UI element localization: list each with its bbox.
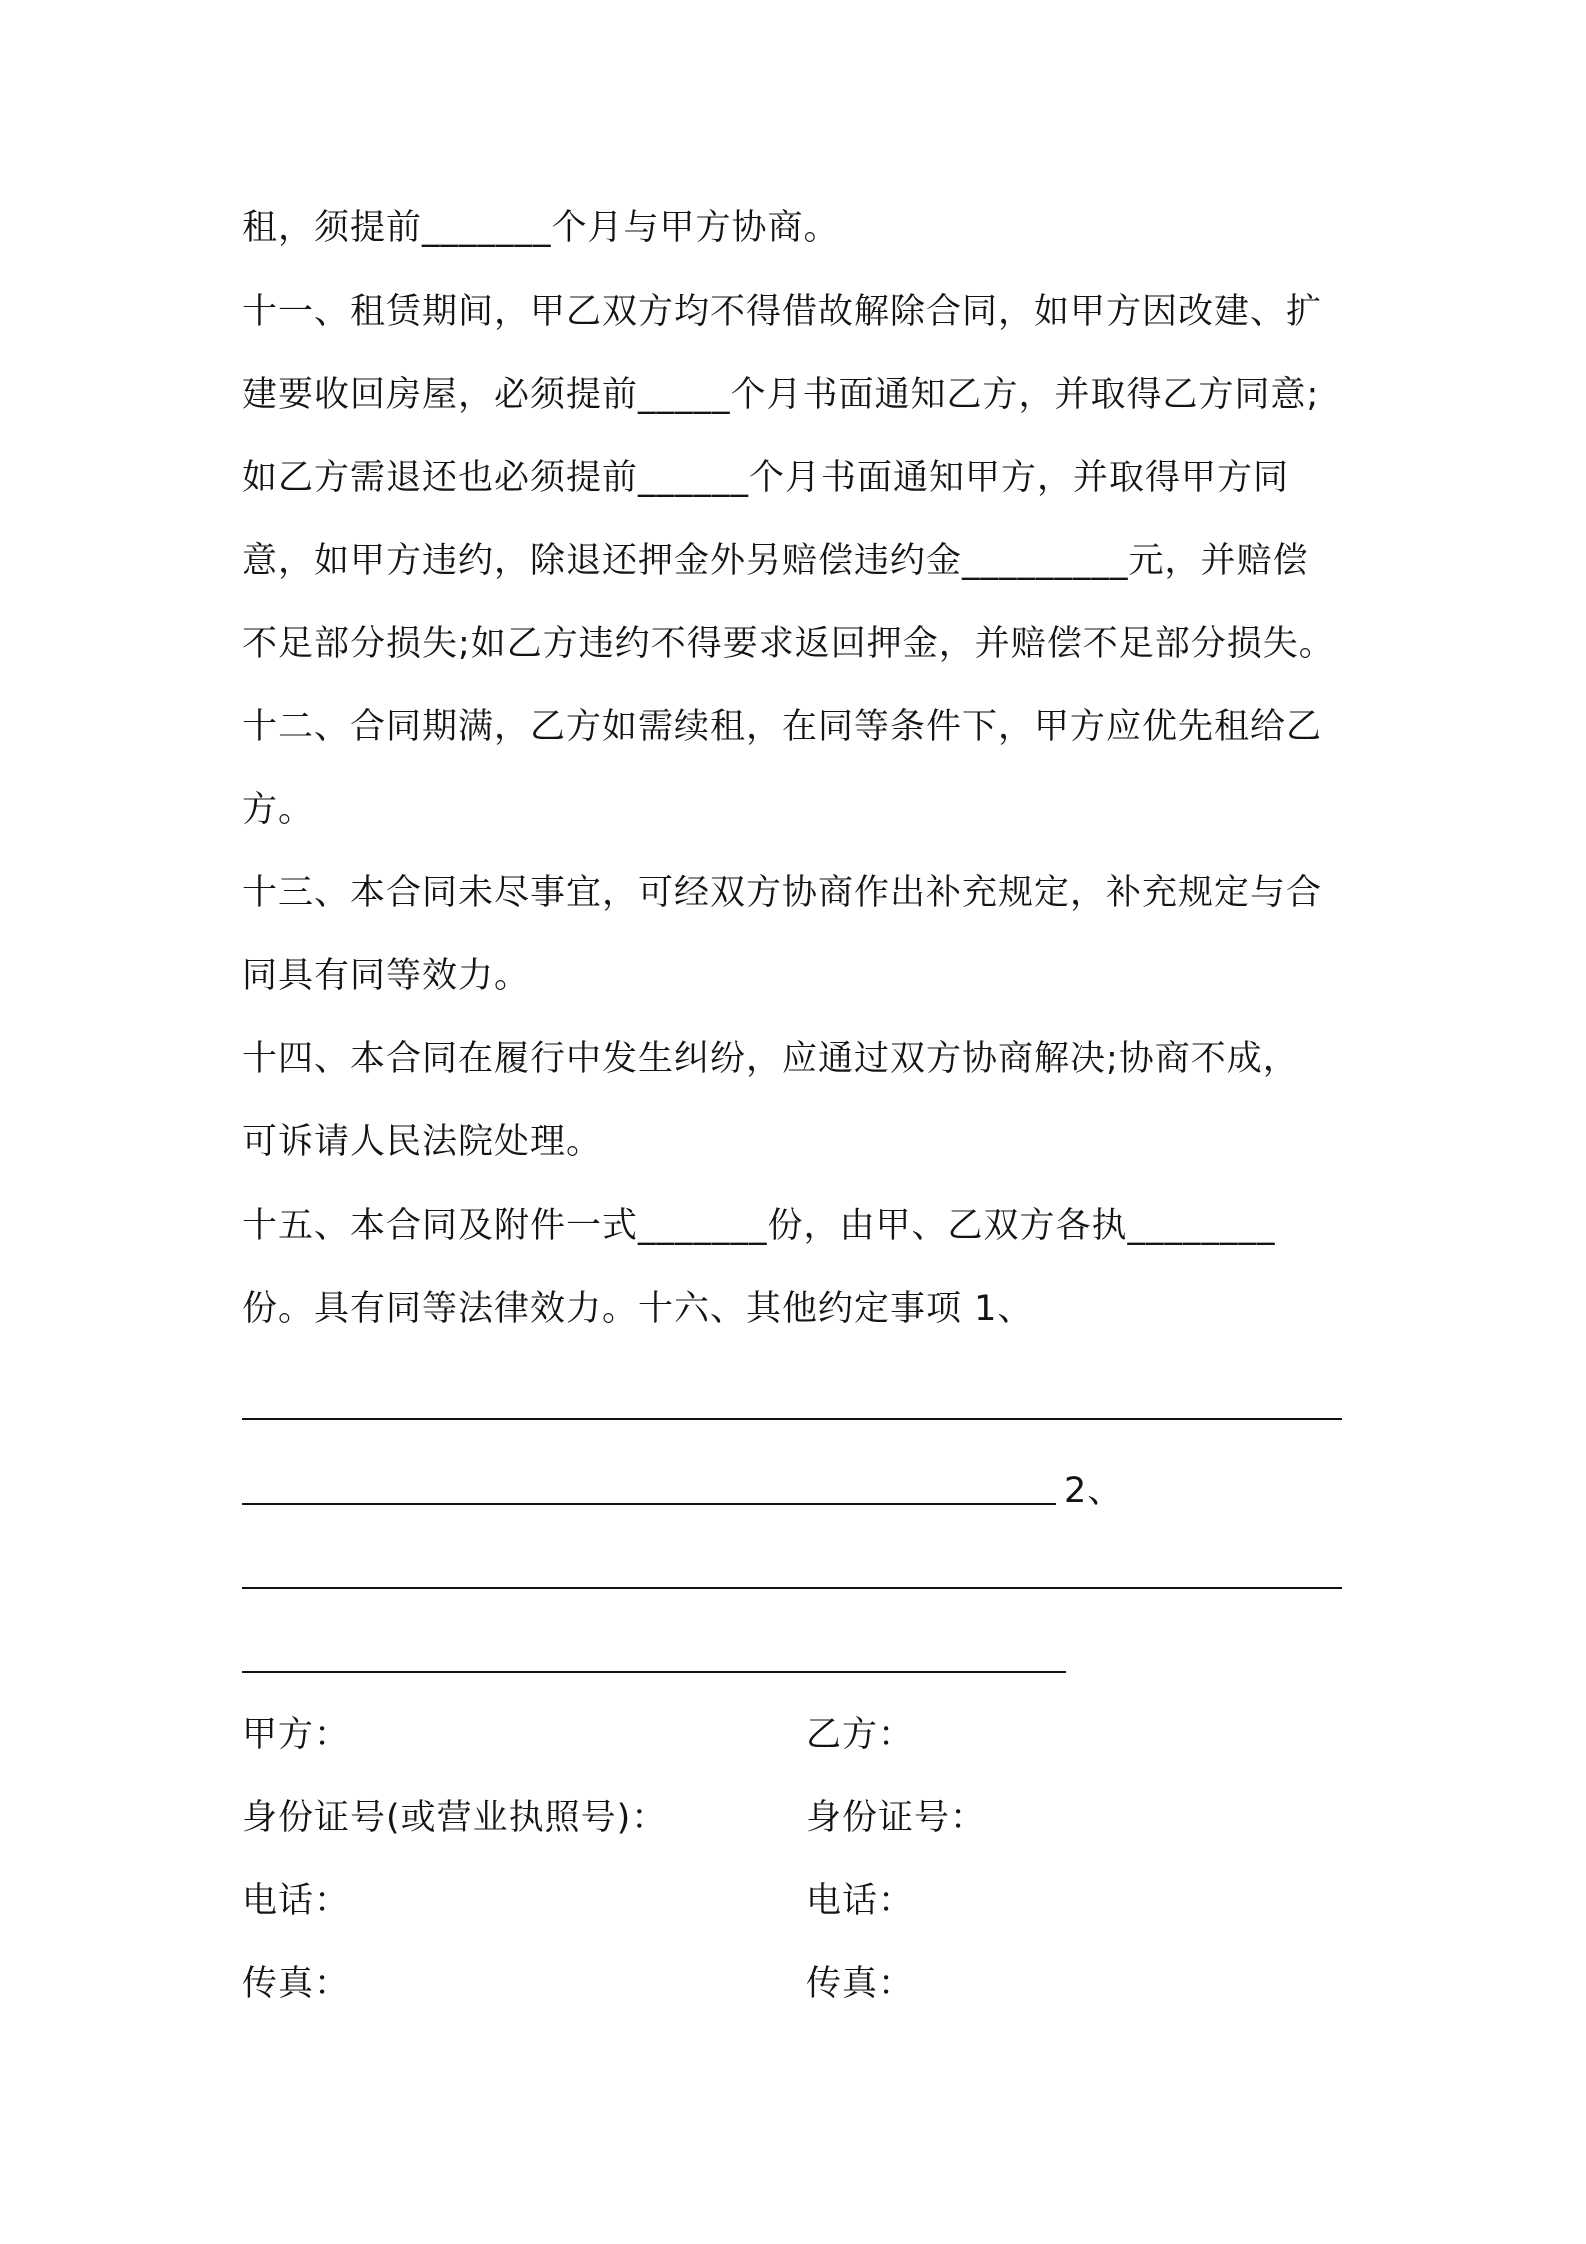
party-a-id-label: 身份证号(或营业执照号)： <box>242 1798 668 1838</box>
clause-eleven-line-3: 如乙方需退还也必须提前______个月书面通知甲方，并取得甲方同 <box>242 458 1290 498</box>
party-b-label: 乙方： <box>806 1715 915 1755</box>
party-a-phone-label: 电话： <box>242 1881 351 1921</box>
party-a-label: 甲方： <box>242 1715 351 1755</box>
clause-eleven-line-4: 意，如甲方违约，除退还押金外另赔偿违约金_________元，并赔偿 <box>242 541 1309 581</box>
clause-fifteen-line-2: 份。具有同等法律效力。十六、其他约定事项 1、 <box>242 1289 1034 1329</box>
clause-thirteen-line-1: 十三、本合同未尽事宜，可经双方协商作出补充规定，补充规定与合 <box>242 873 1323 913</box>
clause-ten-continuation: 租，须提前_______个月与甲方协商。 <box>242 208 840 248</box>
clause-fourteen-line-1: 十四、本合同在履行中发生纠纷，应通过双方协商解决;协商不成， <box>242 1039 1299 1079</box>
clause-twelve-line-2: 方。 <box>242 790 315 830</box>
clause-eleven-line-2: 建要收回房屋，必须提前_____个月书面通知乙方，并取得乙方同意; <box>242 375 1320 415</box>
party-b-id-label: 身份证号： <box>806 1798 987 1838</box>
party-a-fax-label: 传真： <box>242 1964 351 2004</box>
blank-line-item-2b <box>242 1671 1066 1673</box>
clause-twelve-line-1: 十二、合同期满，乙方如需续租，在同等条件下，甲方应优先租给乙 <box>242 707 1323 747</box>
blank-line-item-1a <box>242 1418 1342 1420</box>
clause-fifteen-line-1: 十五、本合同及附件一式_______份，由甲、乙双方各执________ <box>242 1206 1276 1246</box>
party-b-phone-label: 电话： <box>806 1881 915 1921</box>
blank-line-item-1b <box>242 1503 1056 1505</box>
blank-line-item-2a <box>242 1587 1342 1589</box>
clause-fourteen-line-2: 可诉请人民法院处理。 <box>242 1122 603 1162</box>
clause-eleven-line-5: 不足部分损失;如乙方违约不得要求返回押金，并赔偿不足部分损失。 <box>242 624 1335 664</box>
item-two-label: 2、 <box>1064 1471 1124 1511</box>
party-b-fax-label: 传真： <box>806 1964 915 2004</box>
clause-thirteen-line-2: 同具有同等效力。 <box>242 956 531 996</box>
clause-eleven-line-1: 十一、租赁期间，甲乙双方均不得借故解除合同，如甲方因改建、扩 <box>242 292 1323 332</box>
